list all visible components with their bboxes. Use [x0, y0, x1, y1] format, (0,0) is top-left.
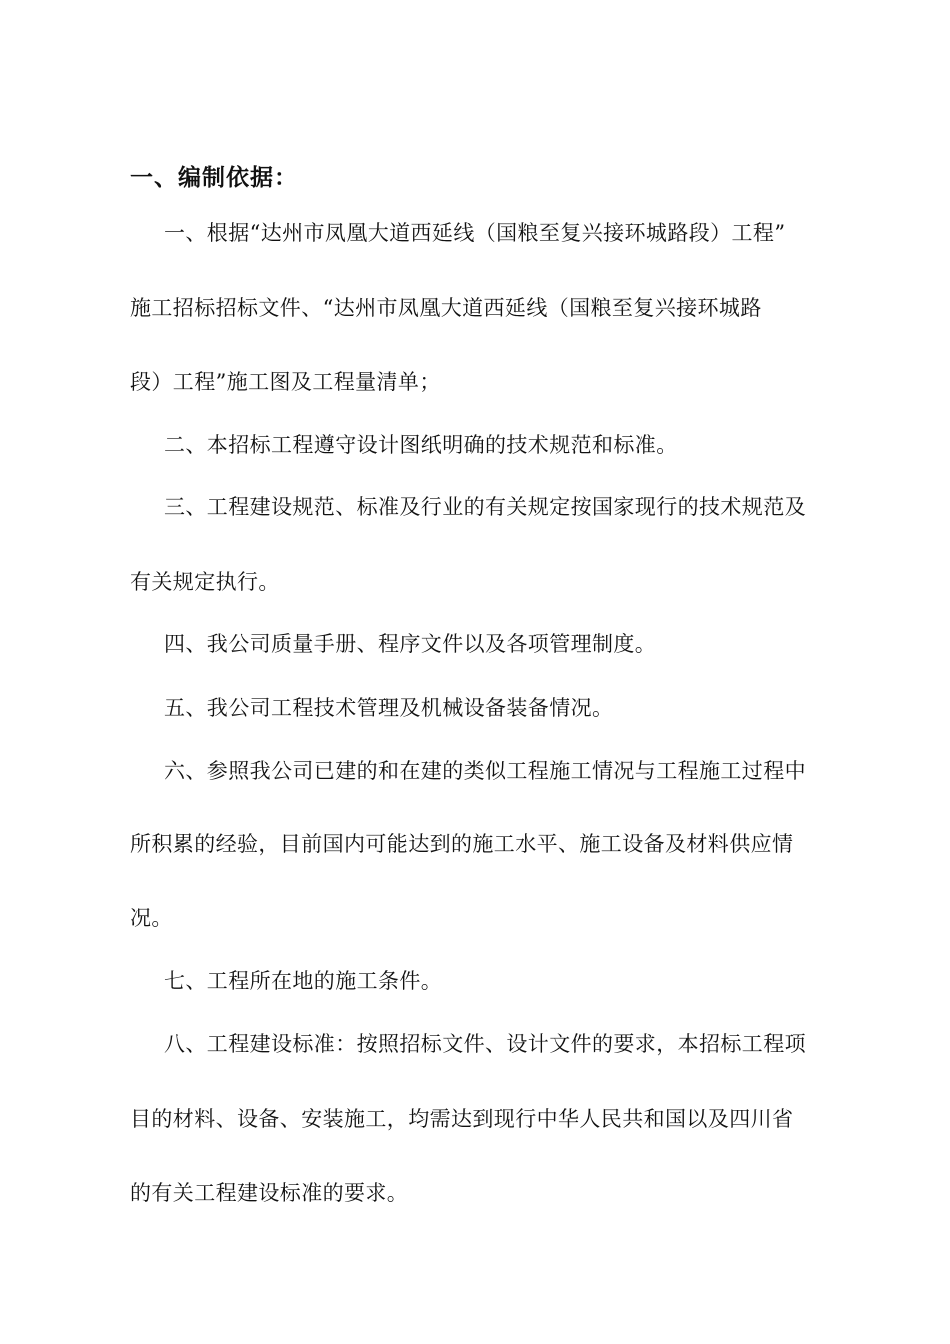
- section-heading: 一、编制依据：: [130, 165, 298, 191]
- paragraph-1-line-3: 段）工程”施工图及工程量清单；: [130, 370, 441, 394]
- paragraph-8-line-1: 八、工程建设标准：按照招标文件、设计文件的要求，本招标工程项: [164, 1032, 806, 1056]
- paragraph-1-line-1: 一、根据“达州市凤凰大道西延线（国粮至复兴接环城路段）工程”: [164, 221, 786, 245]
- paragraph-2-line-1: 二、本招标工程遵守设计图纸明确的技术规范和标准。: [164, 433, 678, 457]
- paragraph-1-line-2: 施工招标招标文件、“达州市凤凰大道西延线（国粮至复兴接环城路: [130, 296, 762, 320]
- paragraph-3-line-2: 有关规定执行。: [130, 570, 280, 594]
- paragraph-6-line-2: 所积累的经验，目前国内可能达到的施工水平、施工设备及材料供应情: [130, 832, 794, 856]
- paragraph-6-line-1: 六、参照我公司已建的和在建的类似工程施工情况与工程施工过程中: [164, 759, 806, 783]
- paragraph-4-line-1: 四、我公司质量手册、程序文件以及各项管理制度。: [164, 632, 657, 656]
- paragraph-8-line-2: 目的材料、设备、安装施工，均需达到现行中华人民共和国以及四川省: [130, 1107, 794, 1131]
- paragraph-8-line-3: 的有关工程建设标准的要求。: [130, 1181, 409, 1205]
- paragraph-3-line-1: 三、工程建设规范、标准及行业的有关规定按国家现行的技术规范及: [164, 495, 806, 519]
- paragraph-6-line-3: 况。: [130, 906, 173, 930]
- paragraph-5-line-1: 五、我公司工程技术管理及机械设备装备情况。: [164, 696, 614, 720]
- paragraph-7-line-1: 七、工程所在地的施工条件。: [164, 969, 443, 993]
